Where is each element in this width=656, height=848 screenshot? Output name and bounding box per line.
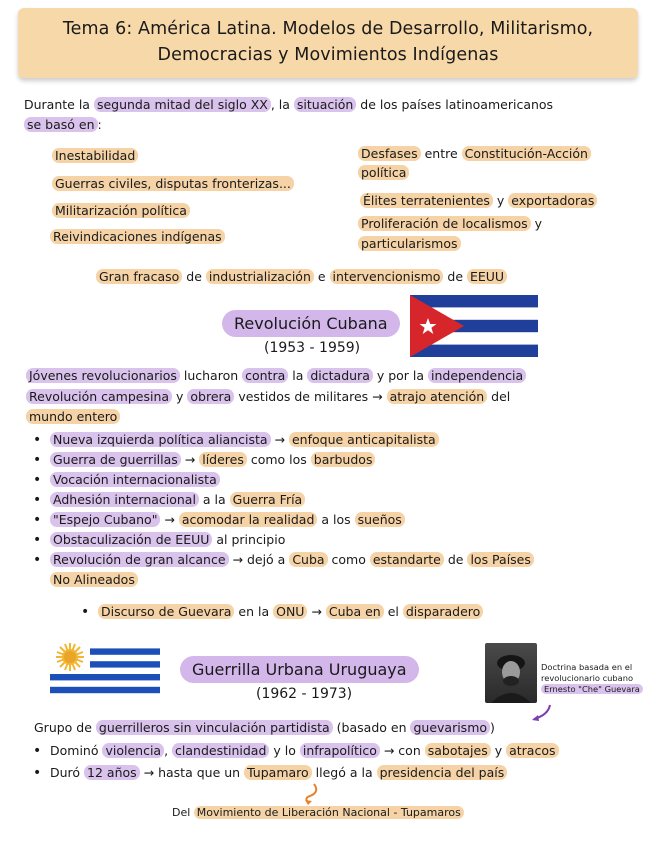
uruguay-highlight: Tupamaro <box>244 765 312 780</box>
intro-line2 <box>24 116 102 133</box>
cuba-flag-icon <box>410 295 538 357</box>
list-item <box>26 550 534 570</box>
right-item-text: y <box>492 193 509 208</box>
list-item <box>26 450 534 470</box>
che-note-line: Doctrina basada en el <box>541 662 633 672</box>
intro-text: , la <box>270 97 294 112</box>
cuba-line2 <box>26 388 510 405</box>
fracaso-highlight: Gran fracaso <box>96 269 182 284</box>
fracaso-text: e <box>313 269 330 284</box>
uruguay-text: y <box>490 743 507 758</box>
che-note <box>541 662 653 695</box>
fracaso-highlight: industrialización <box>206 269 314 284</box>
cuba-text: → <box>160 512 179 527</box>
cuba-highlight: obrera <box>187 389 234 404</box>
fracaso-highlight: EEUU <box>467 269 507 284</box>
uruguay-text: Grupo de <box>34 720 96 735</box>
intro-text: Durante la <box>24 97 94 112</box>
uruguay-highlight: infrapolítico <box>300 743 380 758</box>
uruguay-text: Duró <box>50 765 85 780</box>
left-item-text: Guerras civiles, disputas fronterizas... <box>52 176 294 191</box>
uruguay-text: , <box>164 743 173 758</box>
cuba-text: → <box>270 432 289 447</box>
cuba-line1 <box>26 367 526 384</box>
uruguay-line1 <box>34 719 495 736</box>
uruguay-text: y lo <box>269 743 300 758</box>
cuba-text: → <box>307 604 326 619</box>
cuba-highlight: enfoque anticapitalista <box>289 432 439 447</box>
uruguay-highlight: guerrilleros sin vinculación partidista <box>96 720 333 735</box>
cuba-text: el <box>383 604 403 619</box>
cuba-highlight: Obstaculización de EEUU <box>50 532 212 547</box>
left-item-text: Inestabilidad <box>52 148 138 163</box>
cuba-highlight: disparadero <box>403 604 483 619</box>
cuba-section-title: Revolución Cubana <box>222 310 400 337</box>
right-item-highlight: exportadoras <box>508 193 597 208</box>
intro-text: de los países latinoamericanos <box>356 97 554 112</box>
cuba-text: a los <box>317 512 355 527</box>
cuba-text: como <box>327 552 370 567</box>
cuba-highlight: líderes <box>199 452 247 467</box>
cuba-highlight: contra <box>242 368 288 383</box>
uruguay-text: llegó a la <box>311 765 377 780</box>
cuba-text: en la <box>234 604 274 619</box>
cuba-highlight: Jóvenes revolucionarios <box>26 368 180 383</box>
cuba-line3 <box>26 408 120 425</box>
right-item <box>358 215 542 232</box>
right-item <box>358 164 409 181</box>
cuba-years: (1953 - 1959) <box>264 340 361 356</box>
list-item-continuation <box>26 570 534 590</box>
cuba-highlight: Revolución de gran alcance <box>50 552 229 567</box>
purple-arrow-icon <box>530 703 556 723</box>
left-item <box>52 147 138 164</box>
uruguay-text: → hasta que un <box>139 765 245 780</box>
fracaso-highlight: intervencionismo <box>330 269 444 284</box>
intro-line1 <box>24 96 553 113</box>
page-title-line1: Tema 6: América Latina. Modelos de Desarrollo, Militarismo, <box>62 19 594 39</box>
fracaso-line <box>96 268 507 285</box>
cuba-text: lucharon <box>179 368 243 383</box>
cuba-highlight: ONU <box>273 604 307 619</box>
cuba-highlight: Adhesión internacional <box>50 492 199 507</box>
cuba-highlight: atrajo atención <box>387 389 488 404</box>
cuba-highlight: dictadura <box>307 368 373 383</box>
left-item-text: Reivindicaciones indígenas <box>50 229 225 244</box>
intro-highlight: se basó en <box>24 117 98 132</box>
cuba-text: la <box>288 368 308 383</box>
right-item-text: entre <box>420 146 462 161</box>
uruguay-years: (1962 - 1973) <box>256 686 353 702</box>
cuba-text: al principio <box>212 532 286 547</box>
cuba-highlight: independencia <box>428 368 526 383</box>
uruguay-flag-icon <box>50 642 160 700</box>
intro-highlight: situación <box>294 97 356 112</box>
cuba-highlight: acomodar la realidad <box>179 512 318 527</box>
cuba-text: a la <box>198 492 230 507</box>
cuba-highlight: Guerra de guerrillas <box>50 452 181 467</box>
uruguay-highlight: 12 años <box>84 765 140 780</box>
right-item <box>358 235 461 252</box>
uruguay-text: → con <box>379 743 425 758</box>
uruguay-highlight: guevarismo <box>410 720 490 735</box>
cuba-text: del <box>487 389 511 404</box>
right-item-text: y <box>530 216 542 231</box>
right-item <box>358 145 591 162</box>
uruguay-highlight: presidencia del país <box>377 765 508 780</box>
list-item <box>74 602 483 622</box>
cuba-text: como los <box>246 452 311 467</box>
right-item <box>360 192 597 209</box>
uruguay-highlight: violencia <box>102 743 164 758</box>
footer-text: Del <box>172 806 194 819</box>
left-item <box>52 175 294 192</box>
cuba-text: vestidos de militares → <box>234 389 387 404</box>
cuba-text: de <box>443 552 468 567</box>
cuba-highlight: Cuba en <box>326 604 384 619</box>
cuba-highlight: Nueva izquierda política aliancista <box>50 432 271 447</box>
right-item-highlight: Desfases <box>358 146 421 161</box>
cuba-subbullet-list <box>74 602 483 622</box>
uruguay-section-title: Guerrilla Urbana Uruguaya <box>180 656 419 683</box>
right-item-highlight: Proliferación de localismos <box>358 216 531 231</box>
cuba-highlight: Guerra Fría <box>230 492 306 507</box>
intro-text: : <box>97 117 102 132</box>
uruguay-highlight: clandestinidad <box>172 743 269 758</box>
title-banner <box>18 8 638 78</box>
cuba-bullet-list <box>26 430 534 590</box>
left-item <box>52 202 190 219</box>
cuba-highlight: Vocación internacionalista <box>50 472 220 487</box>
cuba-highlight: No Alineados <box>50 572 138 587</box>
orange-arrow-icon <box>300 782 324 806</box>
cuba-text: y <box>172 389 188 404</box>
list-item <box>26 530 534 550</box>
cuba-text: → dejó a <box>228 552 290 567</box>
cuba-highlight: Revolución campesina <box>26 389 172 404</box>
right-item-highlight: Élites terratenientes <box>360 193 493 208</box>
cuba-text: y por la <box>372 368 429 383</box>
list-item <box>26 762 559 784</box>
cuba-highlight: estandarte <box>370 552 444 567</box>
right-item-highlight: Constitución-Acción <box>462 146 591 161</box>
cuba-highlight: mundo entero <box>26 409 120 424</box>
footer-note <box>172 806 464 819</box>
right-item-highlight: particularismos <box>358 236 461 251</box>
cuba-text: → <box>180 452 200 467</box>
list-item <box>26 510 534 530</box>
che-note-highlight: Ernesto "Che" Guevara <box>541 684 643 694</box>
right-item-highlight: política <box>358 165 409 180</box>
footer-highlight: Movimiento de Liberación Nacional - Tupamaros <box>194 806 464 819</box>
uruguay-text: (basado en <box>332 720 411 735</box>
cuba-highlight: los Países <box>467 552 533 567</box>
cuba-highlight: Discurso de Guevara <box>98 604 234 619</box>
uruguay-text: ) <box>490 720 495 735</box>
uruguay-highlight: sabotajes <box>425 743 491 758</box>
fracaso-text: de <box>182 269 206 284</box>
uruguay-highlight: atracos <box>506 743 558 758</box>
list-item <box>26 470 534 490</box>
fracaso-text: de <box>443 269 467 284</box>
intro-highlight: segunda mitad del siglo XX <box>94 97 271 112</box>
left-item <box>50 228 225 245</box>
uruguay-text: Dominó <box>50 743 103 758</box>
che-note-line: revolucionario cubano <box>541 673 634 683</box>
list-item <box>26 490 534 510</box>
cuba-highlight: Cuba <box>289 552 327 567</box>
cuba-highlight: barbudos <box>311 452 376 467</box>
list-item <box>26 740 559 762</box>
cuba-highlight: sueños <box>355 512 405 527</box>
che-portrait <box>485 643 537 703</box>
list-item <box>26 430 534 450</box>
cuba-highlight: "Espejo Cubano" <box>50 512 160 527</box>
left-item-text: Militarización política <box>52 203 190 218</box>
uruguay-bullet-list <box>26 740 559 784</box>
page-title-line2: Democracias y Movimientos Indígenas <box>157 45 499 65</box>
